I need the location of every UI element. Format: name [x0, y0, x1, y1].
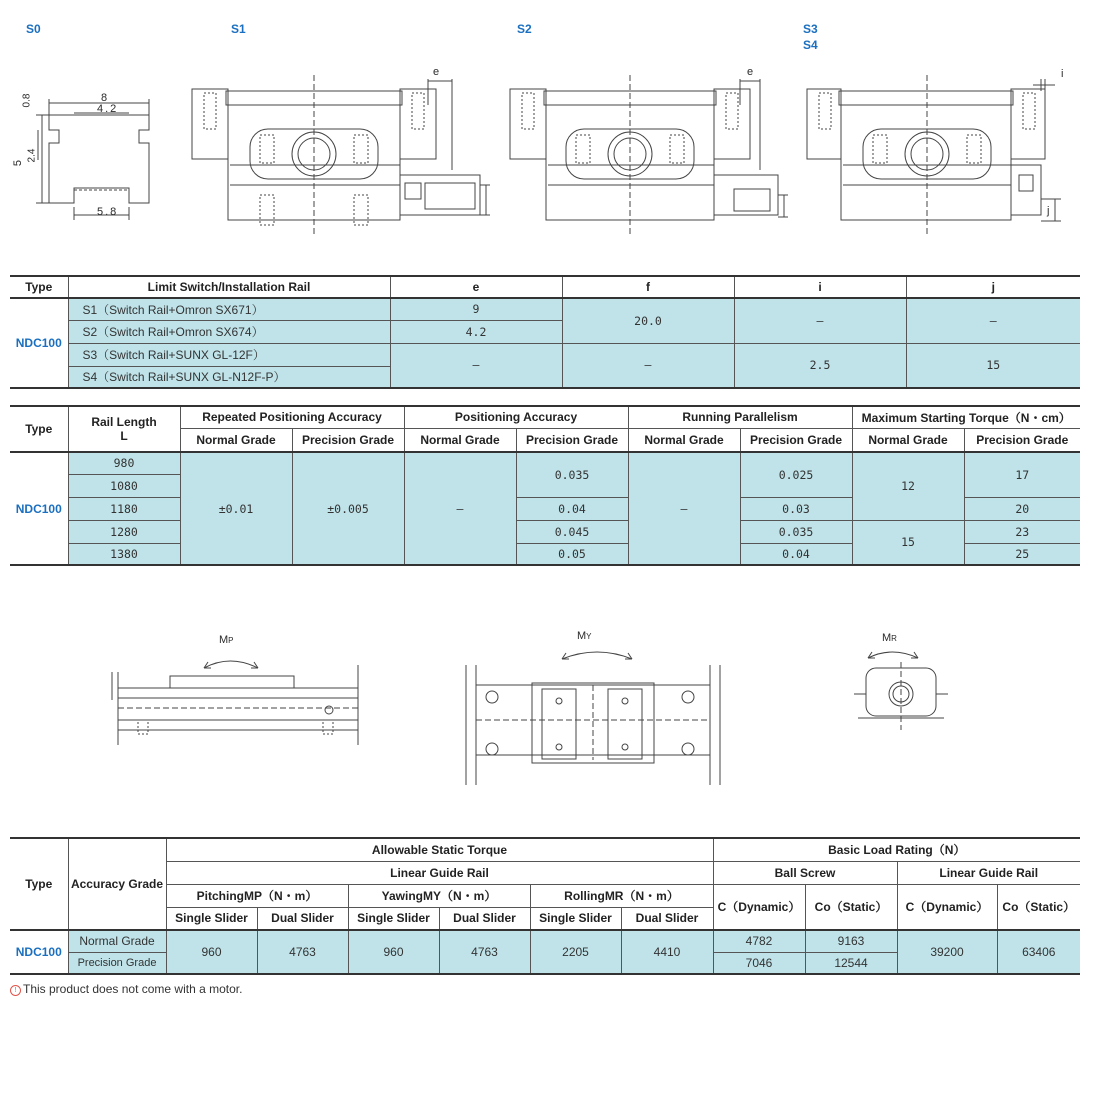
- t1-header-i: i: [734, 276, 906, 298]
- s3-s4-switch-rail-drawing: [805, 65, 1085, 240]
- t1-type: NDC100: [10, 298, 68, 388]
- t1-row-s1: S1（Switch Rail+Omron SX671）: [68, 298, 390, 320]
- t2-run-precision-2: 0.03: [740, 497, 852, 520]
- t1-row-s3: S3（Switch Rail+SUNX GL-12F）: [68, 343, 390, 366]
- t3-yaw-dual: Dual Slider: [439, 907, 530, 930]
- t2-run-precision-3: 0.035: [740, 520, 852, 543]
- t3-roll-single: Single Slider: [530, 907, 621, 930]
- t2-pos-precision-3: 0.045: [516, 520, 628, 543]
- t3-yaw-single: Single Slider: [348, 907, 439, 930]
- t2-header-parallelism: Running Parallelism: [628, 406, 852, 428]
- t1-s12-f: 20.0: [562, 298, 734, 343]
- motor-note-text: This product does not come with a motor.: [23, 982, 243, 996]
- t3-ball-c-normal: 4782: [713, 930, 805, 952]
- t3-pitch-single-value: 960: [166, 930, 257, 974]
- t2-run-precision-4: 0.04: [740, 543, 852, 565]
- t2-pos-precision-1: 0.035: [516, 452, 628, 497]
- label-s4: S4: [803, 38, 818, 52]
- t3-header-allowable: Allowable Static Torque: [166, 838, 713, 861]
- t3-header-pitching: PitchingMP（N・m）: [166, 884, 348, 907]
- t2-length-1280: 1280: [68, 520, 180, 543]
- t1-s34-i: 2.5: [734, 343, 906, 388]
- t2-header-rail-length-unit: L: [120, 429, 128, 443]
- moment-label-my: MY: [577, 630, 592, 642]
- label-s1: S1: [231, 22, 246, 36]
- t2-header-rail-length-label: Rail Length: [91, 415, 157, 429]
- accuracy-table: [10, 405, 1080, 566]
- t2-header-type: Type: [10, 406, 68, 452]
- t2-pos-normal: Normal Grade: [404, 428, 516, 452]
- t2-pos-precision: Precision Grade: [516, 428, 628, 452]
- t2-header-positioning: Positioning Accuracy: [404, 406, 628, 428]
- t2-run-precision-1: 0.025: [740, 452, 852, 497]
- t1-row-s2: S2（Switch Rail+Omron SX674）: [68, 320, 390, 343]
- t3-header-lgr-co: Co（Static）: [997, 884, 1080, 930]
- t3-pitch-dual: Dual Slider: [257, 907, 348, 930]
- dim-e-s2: e: [747, 66, 754, 78]
- t3-ball-co-precision: 12544: [805, 952, 897, 974]
- t3-grade-precision: Precision Grade: [68, 952, 166, 974]
- t2-header-repeated: Repeated Positioning Accuracy: [180, 406, 404, 428]
- t1-s12-j: –: [906, 298, 1080, 343]
- rolling-moment-diagram: [852, 648, 952, 733]
- t2-torque-precision-4: 25: [964, 543, 1080, 565]
- t1-s34-f: –: [562, 343, 734, 388]
- t3-header-type: Type: [10, 838, 68, 930]
- t2-torque-precision-1: 17: [964, 452, 1080, 497]
- t2-header-torque: Maximum Starting Torque（N・cm）: [852, 406, 1080, 428]
- t1-header-e: e: [390, 276, 562, 298]
- t3-lgr-c-value: 39200: [897, 930, 997, 974]
- t2-torque-normal-2: 15: [852, 520, 964, 565]
- t2-torque-precision-2: 20: [964, 497, 1080, 520]
- s0-rail-section-drawing: [14, 85, 174, 225]
- t3-grade-normal: Normal Grade: [68, 930, 166, 952]
- t2-type: NDC100: [10, 452, 68, 565]
- t2-torque-precision-3: 23: [964, 520, 1080, 543]
- t1-s34-j: 15: [906, 343, 1080, 388]
- limit-switch-table: [10, 275, 1080, 389]
- t3-pitch-single: Single Slider: [166, 907, 257, 930]
- t3-pitch-dual-value: 4763: [257, 930, 348, 974]
- t3-ball-c-precision: 7046: [713, 952, 805, 974]
- dim-j: j: [1047, 205, 1050, 217]
- t3-roll-dual: Dual Slider: [621, 907, 713, 930]
- motor-note: [10, 982, 242, 996]
- t3-roll-single-value: 2205: [530, 930, 621, 974]
- label-s0: S0: [26, 22, 41, 36]
- t2-torque-normal-1: 12: [852, 452, 964, 520]
- t1-header-f: f: [562, 276, 734, 298]
- dim-2-4: 2.4: [26, 148, 38, 163]
- t1-s34-e: –: [390, 343, 562, 388]
- t3-header-yawing: YawingMY（N・m）: [348, 884, 530, 907]
- t3-header-linear-guide: Linear Guide Rail: [166, 861, 713, 884]
- t3-header-ball-c: C（Dynamic）: [713, 884, 805, 930]
- t2-length-980: 980: [68, 452, 180, 474]
- dim-8: 8: [101, 92, 108, 104]
- t1-row-s4: S4（Switch Rail+SUNX GL-N12F-P）: [68, 366, 390, 388]
- t3-yaw-dual-value: 4763: [439, 930, 530, 974]
- t2-rep-normal-value: ±0.01: [180, 452, 292, 565]
- dim-i: i: [1061, 68, 1064, 80]
- t2-run-normal: Normal Grade: [628, 428, 740, 452]
- t1-s2-e: 4.2: [390, 320, 562, 343]
- t3-header-basic-load: Basic Load Rating（N）: [713, 838, 1080, 861]
- torque-load-table: [10, 837, 1080, 975]
- s1-switch-rail-drawing: [190, 65, 500, 240]
- dim-5-8: 5.8: [97, 206, 119, 218]
- moment-label-mr: MR: [882, 632, 897, 644]
- t3-header-lgr-c: C（Dynamic）: [897, 884, 997, 930]
- t1-header-type: Type: [10, 276, 68, 298]
- t2-rep-precision: Precision Grade: [292, 428, 404, 452]
- t1-s1-e: 9: [390, 298, 562, 320]
- t1-s12-i: –: [734, 298, 906, 343]
- t3-header-accuracy: Accuracy Grade: [68, 838, 166, 930]
- t3-ball-co-normal: 9163: [805, 930, 897, 952]
- warning-icon: !: [10, 985, 21, 996]
- t2-run-normal-value: –: [628, 452, 740, 565]
- dim-e-s1: e: [433, 66, 440, 78]
- t2-pos-precision-2: 0.04: [516, 497, 628, 520]
- t2-rep-normal: Normal Grade: [180, 428, 292, 452]
- label-s2: S2: [517, 22, 532, 36]
- t2-rep-precision-value: ±0.005: [292, 452, 404, 565]
- t2-length-1180: 1180: [68, 497, 180, 520]
- t3-header-ball-screw: Ball Screw: [713, 861, 897, 884]
- t3-type: NDC100: [10, 930, 68, 974]
- label-s3: S3: [803, 22, 818, 36]
- yawing-moment-diagram: [462, 645, 727, 795]
- t2-run-precision: Precision Grade: [740, 428, 852, 452]
- t2-torque-precision: Precision Grade: [964, 428, 1080, 452]
- dim-4-2: 4.2: [97, 103, 119, 115]
- t2-pos-normal-value: –: [404, 452, 516, 565]
- t3-lgr-co-value: 63406: [997, 930, 1080, 974]
- t3-header-rolling: RollingMR（N・m）: [530, 884, 713, 907]
- t2-torque-normal: Normal Grade: [852, 428, 964, 452]
- pitching-moment-diagram: [108, 650, 363, 750]
- moment-label-mp: MP: [219, 634, 234, 646]
- t2-length-1080: 1080: [68, 474, 180, 497]
- t2-length-1380: 1380: [68, 543, 180, 565]
- t3-header-linear-guide-2: Linear Guide Rail: [897, 861, 1080, 884]
- t3-yaw-single-value: 960: [348, 930, 439, 974]
- t1-header-j: j: [906, 276, 1080, 298]
- t2-header-rail-length: [68, 406, 180, 452]
- t3-roll-dual-value: 4410: [621, 930, 713, 974]
- dim-0-8: 0.8: [21, 93, 33, 108]
- t1-header-limit-switch: Limit Switch/Installation Rail: [68, 276, 390, 298]
- t3-header-ball-co: Co（Static）: [805, 884, 897, 930]
- dim-5: 5: [12, 159, 25, 167]
- s2-switch-rail-drawing: [508, 65, 798, 240]
- t2-pos-precision-4: 0.05: [516, 543, 628, 565]
